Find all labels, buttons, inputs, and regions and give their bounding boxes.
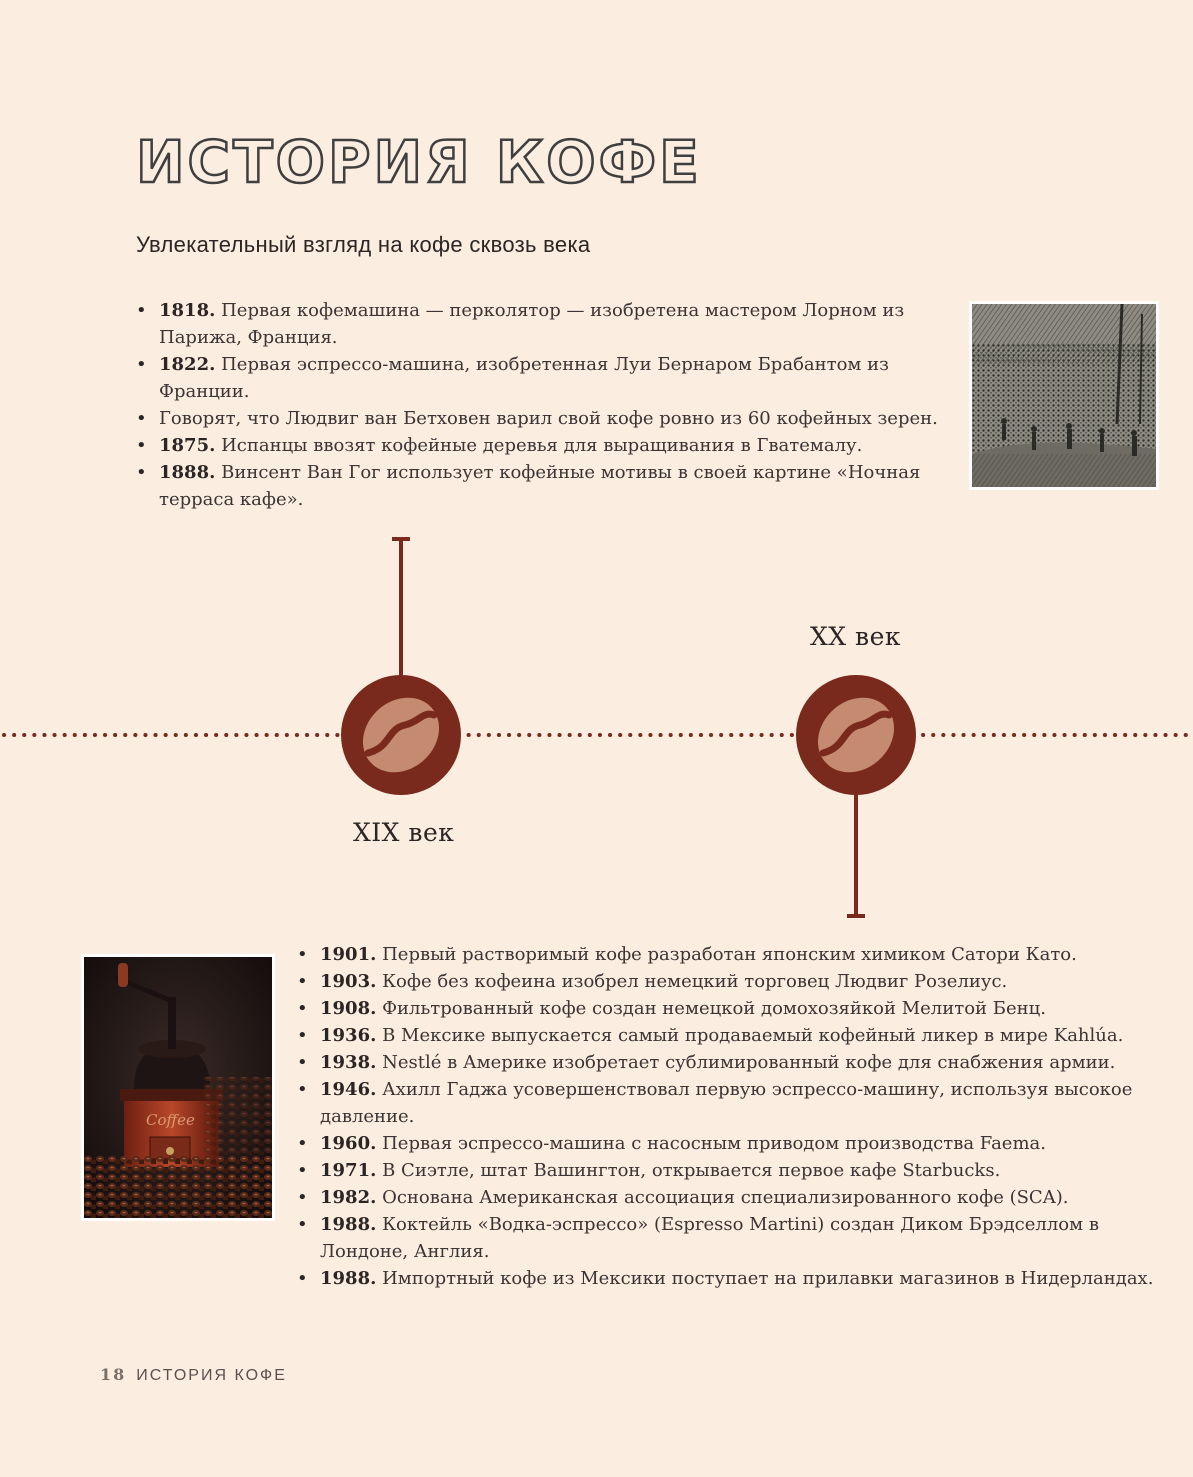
event-year: 1946. xyxy=(320,1079,377,1100)
event-item xyxy=(297,1265,1177,1292)
event-item xyxy=(297,941,1177,968)
page-title: ИСТОРИЯ КОФЕ xyxy=(136,128,702,196)
event-item xyxy=(136,432,951,459)
event-item xyxy=(136,351,951,405)
coffee-grinder-photo xyxy=(81,954,275,1221)
century-timeline xyxy=(0,530,1193,930)
engraving-image xyxy=(972,304,1156,487)
event-text: Первый растворимый кофе разработан японским химиком Сатори Като. xyxy=(376,944,1077,965)
event-item xyxy=(297,968,1177,995)
event-item xyxy=(297,1049,1177,1076)
xx-century-label: XX век xyxy=(810,622,902,651)
event-item xyxy=(136,459,951,513)
event-item xyxy=(136,297,951,351)
grinder-image xyxy=(84,957,272,1218)
page-footer xyxy=(100,1365,287,1385)
event-year: 1888. xyxy=(159,462,216,483)
event-item xyxy=(297,995,1177,1022)
event-year: 1988. xyxy=(320,1268,377,1289)
page-number: 18 xyxy=(100,1365,127,1384)
event-text: Импортный кофе из Мексики поступает на прилавки магазинов в Нидерландах. xyxy=(376,1268,1154,1289)
event-text: Кофе без кофеина изобрел немецкий торговец Людвиг Розелиус. xyxy=(376,971,1008,992)
coffee-plantation-engraving xyxy=(969,301,1159,490)
xx-century-event-list xyxy=(297,941,1177,1292)
event-item xyxy=(297,1211,1177,1265)
event-item xyxy=(297,1184,1177,1211)
event-text: Ахилл Гаджа усовершенствовал первую эспрессо-машину, используя высокое давление. xyxy=(320,1079,1133,1127)
event-text: Основана Американская ассоциация специализированного кофе (SCA). xyxy=(376,1187,1069,1208)
event-item xyxy=(297,1076,1177,1130)
event-year: 1875. xyxy=(159,435,216,456)
event-item xyxy=(297,1130,1177,1157)
event-text: Первая эспрессо-машина с насосным приводом производства Faema. xyxy=(376,1133,1046,1154)
running-title: ИСТОРИЯ КОФЕ xyxy=(136,1367,287,1384)
event-item xyxy=(297,1157,1177,1184)
xix-century-event-list xyxy=(136,297,951,513)
xix-century-label: XIX век xyxy=(353,818,455,847)
grinder-coffee-text: Coffee xyxy=(146,1111,195,1129)
event-year: 1936. xyxy=(320,1025,377,1046)
event-year: 1988. xyxy=(320,1214,377,1235)
event-item xyxy=(136,405,951,432)
event-year: 1938. xyxy=(320,1052,377,1073)
event-year: 1982. xyxy=(320,1187,377,1208)
event-text: В Мексике выпускается самый продаваемый кофейный ликер в мире Kahlúa. xyxy=(376,1025,1124,1046)
event-text: Говорят, что Людвиг ван Бетховен варил свой кофе ровно из 60 кофейных зерен. xyxy=(159,408,938,429)
event-year: 1903. xyxy=(320,971,377,992)
event-year: 1901. xyxy=(320,944,377,965)
event-year: 1822. xyxy=(159,354,216,375)
event-year: 1960. xyxy=(320,1133,377,1154)
event-text: Винсент Ван Гог использует кофейные мотивы в своей картине «Ночная терраса кафе». xyxy=(159,462,921,510)
event-text: Коктейль «Водка-эспрессо» (Espresso Martini) создан Диком Брэдселлом в Лондоне, Англия. xyxy=(320,1214,1099,1262)
coffee-bean-icon xyxy=(341,675,461,795)
event-text: Nestlé в Америке изобретает сублимированный кофе для снабжения армии. xyxy=(376,1052,1116,1073)
event-text: Фильтрованный кофе создан немецкой домохозяйкой Мелитой Бенц. xyxy=(376,998,1046,1019)
event-text: Первая кофемашина — перколятор — изобретена мастером Лорном из Парижа, Франция. xyxy=(159,300,905,348)
event-year: 1971. xyxy=(320,1160,377,1181)
event-year: 1908. xyxy=(320,998,377,1019)
event-year: 1818. xyxy=(159,300,216,321)
page-subtitle: Увлекательный взгляд на кофе сквозь века xyxy=(136,232,591,257)
event-text: Первая эспрессо-машина, изобретенная Луи Бернаром Брабантом из Франции. xyxy=(159,354,889,402)
event-text: В Сиэтле, штат Вашингтон, открывается первое кафе Starbucks. xyxy=(376,1160,1001,1181)
event-item xyxy=(297,1022,1177,1049)
event-text: Испанцы ввозят кофейные деревья для выращивания в Гватемалу. xyxy=(215,435,863,456)
coffee-bean-icon xyxy=(796,675,916,795)
